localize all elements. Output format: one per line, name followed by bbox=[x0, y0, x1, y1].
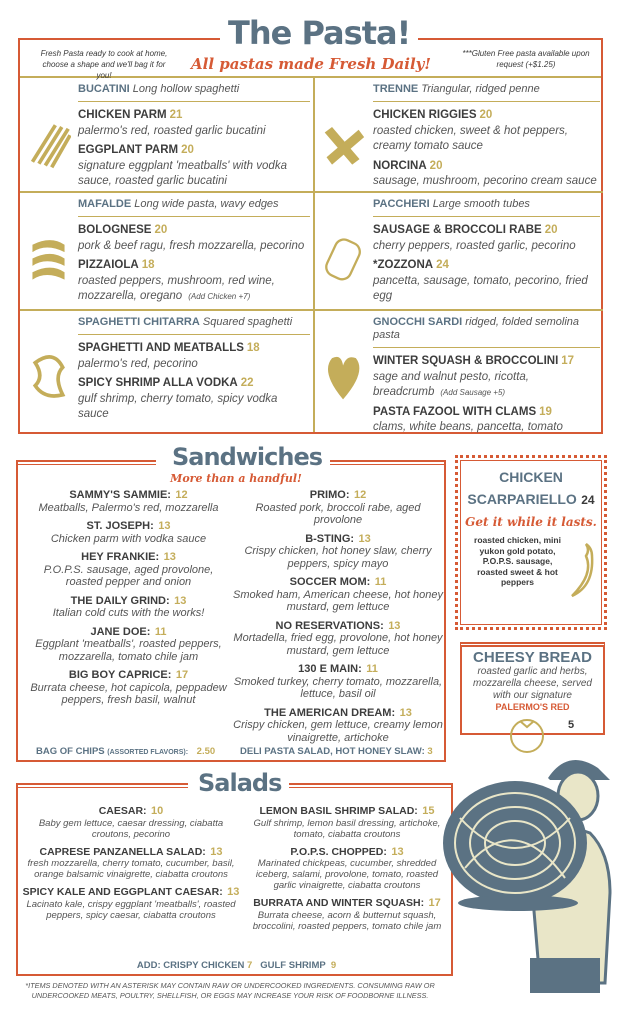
pasta-grid bbox=[20, 78, 601, 432]
menu-item bbox=[231, 532, 445, 571]
pasta-shape-header bbox=[78, 198, 310, 217]
salads-title: Salads bbox=[190, 768, 289, 798]
dish-addon: (Add Chicken +7) bbox=[188, 292, 251, 301]
salads-left-column bbox=[22, 804, 240, 926]
dish-price: 19 bbox=[539, 405, 552, 418]
menu-item bbox=[231, 575, 445, 614]
dish-name: PIZZAIOLA bbox=[78, 259, 139, 271]
item-price: 11 bbox=[374, 576, 387, 588]
fresh-pasta-note: Fresh Pasta ready to cook at home, choose a shape and we'll bag it for you! bbox=[40, 49, 168, 80]
pasta-shape-description: Large smooth tubes bbox=[432, 198, 530, 210]
menu-item bbox=[26, 550, 231, 589]
sides-price: 3 bbox=[427, 746, 433, 757]
paccheri-icon bbox=[321, 231, 366, 286]
dish-description: clams, white beans, pancetta, tomato bbox=[373, 421, 563, 433]
item-name: PRIMO: bbox=[309, 489, 350, 501]
item-name: SOCCER MOM: bbox=[289, 576, 371, 588]
item-description: Baby gem lettuce, caesar dressing, ciabatta croutons, pecorino bbox=[38, 817, 224, 840]
item-name: LEMON BASIL SHRIMP SALAD: bbox=[259, 805, 418, 817]
special-title-line2: SCARPARIELLO bbox=[467, 491, 577, 507]
pasta-cell-mafalde bbox=[20, 193, 315, 311]
chitarra-icon bbox=[26, 349, 71, 404]
salads-right-column bbox=[244, 804, 450, 937]
chips-note: (ASSORTED FLAVORS): bbox=[107, 749, 189, 756]
menu-item bbox=[244, 845, 450, 892]
pasta-shape-name: SPAGHETTI CHITARRA bbox=[78, 316, 200, 328]
menu-item bbox=[26, 668, 231, 707]
dish-description: pancetta, sausage, tomato, pecorino, fried egg bbox=[373, 274, 588, 302]
menu-item bbox=[22, 885, 240, 921]
cheesy-bread-section bbox=[460, 642, 605, 735]
item-price: 13 bbox=[158, 520, 171, 532]
disclaimer: *ITEMS DENOTED WITH AN ASTERISK MAY CONTAIN RAW OR UNDERCOOKED INGREDIENTS. CONSUMING RAW OR UNDERCOOKED MEATS, POULTRY, SHELLFISH, OR EGGS MAY INCREASE YOUR RISK OF FOODBORNE ILLNESS. bbox=[25, 981, 435, 1000]
sandwiches-right-column bbox=[231, 488, 445, 749]
mafalde-icon bbox=[26, 231, 71, 286]
trenne-icon bbox=[321, 116, 366, 171]
dish-description: signature eggplant 'meatballs' with vodka sauce, roasted garlic bucatini bbox=[78, 159, 287, 187]
menu-item bbox=[373, 107, 600, 154]
add-chicken-price: 7 bbox=[247, 960, 253, 971]
chips-price: 2.50 bbox=[196, 746, 216, 757]
sides-line bbox=[240, 746, 433, 757]
sandwiches-title: Sandwiches bbox=[164, 442, 330, 472]
dish-description: roasted peppers, mushroom, red wine, mozzarella, oregano bbox=[78, 274, 275, 302]
pasta-title: The Pasta! bbox=[220, 14, 418, 52]
item-description: Italian cold cuts with the works! bbox=[52, 607, 205, 619]
item-description: Meatballs, Palermo's red, mozzarella bbox=[38, 501, 219, 514]
dish-name: PASTA FAZOOL WITH CLAMS bbox=[373, 405, 537, 418]
item-price: 13 bbox=[163, 551, 176, 563]
bucatini-icon bbox=[26, 116, 71, 171]
pasta-shape-description: Long wide pasta, wavy edges bbox=[134, 198, 279, 210]
item-description: Burrata cheese, hot capicola, peppadew peppers, fresh basil, walnut bbox=[30, 681, 227, 706]
item-price: 11 bbox=[366, 663, 378, 675]
menu-item bbox=[22, 804, 240, 840]
item-price: 12 bbox=[353, 489, 367, 501]
menu-item bbox=[373, 353, 600, 400]
item-price: 13 bbox=[227, 886, 240, 898]
item-name: BIG BOY CAPRICE: bbox=[68, 669, 172, 681]
chef-carrying-pasta-illustration bbox=[430, 738, 620, 1000]
pasta-shape-description: Squared spaghetti bbox=[202, 316, 293, 328]
item-price: 13 bbox=[210, 845, 223, 858]
pasta-shape-header bbox=[373, 316, 600, 348]
item-description: Chicken parm with vodka sauce bbox=[50, 532, 207, 545]
menu-item bbox=[373, 404, 600, 435]
item-description: Smoked ham, American cheese, hot honey mustard, gem lettuce bbox=[233, 588, 443, 613]
dish-name: SPICY SHRIMP ALLA VODKA bbox=[78, 377, 238, 389]
item-name: CAPRESE PANZANELLA SALAD: bbox=[39, 845, 206, 858]
pasta-shape-name: PACCHERI bbox=[373, 198, 430, 210]
pasta-shape-name: GNOCCHI SARDI bbox=[373, 316, 463, 328]
item-name: NO RESERVATIONS: bbox=[275, 619, 384, 632]
item-price: 11 bbox=[154, 625, 167, 638]
pasta-shape-description: ridged, folded semolina pasta bbox=[373, 316, 580, 341]
item-price: 15 bbox=[422, 805, 435, 817]
chicken-scarpariello-special bbox=[455, 455, 607, 630]
special-title-line1: CHICKEN bbox=[499, 469, 563, 485]
menu-item bbox=[78, 257, 310, 304]
cheesy-bread-description: roasted garlic and herbs, mozzarella cheese, served with our signature bbox=[473, 666, 592, 701]
item-price: 13 bbox=[174, 594, 187, 607]
item-price: 17 bbox=[428, 897, 441, 909]
dish-price: 18 bbox=[141, 259, 155, 271]
dish-description: palermo's red, pecorino bbox=[78, 357, 198, 370]
salad-addons bbox=[18, 960, 455, 971]
dish-price: 20 bbox=[479, 109, 493, 121]
dish-price: 20 bbox=[181, 144, 194, 156]
sandwiches-section bbox=[16, 462, 446, 762]
menu-item bbox=[26, 519, 231, 545]
item-name: SPICY KALE AND EGGPLANT CAESAR: bbox=[22, 886, 223, 898]
pasta-shape-header bbox=[78, 316, 310, 335]
pasta-shape-name: TRENNE bbox=[373, 83, 419, 95]
dish-description: sausage, mushroom, pecorino cream sauce bbox=[373, 175, 597, 187]
item-description: Marinated chickpeas, cucumber, shredded iceberg, salami, provolone, tomato, roasted garlic vinaigrette, ciabatta croutons bbox=[255, 858, 439, 891]
item-name: THE AMERICAN DREAM: bbox=[264, 706, 396, 719]
dish-price: 21 bbox=[169, 109, 183, 121]
chips-line bbox=[36, 746, 215, 757]
special-tagline: Get it while it lasts. bbox=[465, 515, 597, 529]
pasta-cell-trenne bbox=[315, 78, 603, 193]
item-description: Smoked turkey, cherry tomato, mozzarella, lettuce, basil oil bbox=[233, 675, 443, 700]
item-name: B-STING: bbox=[305, 532, 355, 545]
dish-description: sage and walnut pesto, ricotta, breadcrumb bbox=[373, 370, 529, 398]
cheesy-bread-title: CHEESY BREAD bbox=[473, 649, 592, 666]
item-description: Burrata cheese, acorn & butternut squash, broccolini, roasted peppers, tomato chile jam bbox=[252, 909, 442, 932]
pasta-shape-header bbox=[373, 198, 600, 217]
item-description: Crispy chicken, hot honey slaw, cherry peppers, spicy mayo bbox=[244, 545, 432, 570]
item-name: ST. JOSEPH: bbox=[86, 520, 154, 532]
dish-name: BOLOGNESE bbox=[78, 224, 152, 236]
menu-item bbox=[26, 625, 231, 664]
dish-price: 20 bbox=[544, 224, 558, 236]
pasta-cell-paccheri bbox=[315, 193, 603, 311]
menu-item bbox=[373, 222, 600, 253]
item-name: 130 E MAIN: bbox=[298, 663, 362, 675]
menu-item bbox=[373, 257, 600, 304]
menu-item bbox=[231, 662, 445, 701]
add-shrimp-price: 9 bbox=[330, 960, 337, 971]
dish-description: palermo's red, roasted garlic bucatini bbox=[78, 124, 266, 137]
menu-item bbox=[78, 142, 310, 189]
dish-name: SPAGHETTI AND MEATBALLS bbox=[78, 342, 244, 354]
item-name: THE DAILY GRIND: bbox=[70, 594, 170, 607]
item-description: P.O.P.S. sausage, aged provolone, roasted pepper and onion bbox=[43, 563, 214, 588]
dish-price: 17 bbox=[561, 355, 575, 367]
dish-name: CHICKEN PARM bbox=[78, 109, 167, 121]
menu-item bbox=[78, 375, 310, 422]
palermos-red-label: PALERMO'S RED bbox=[495, 702, 570, 712]
sandwiches-tagline: More than a handful! bbox=[170, 472, 302, 485]
item-price: 13 bbox=[391, 845, 404, 858]
dish-name: NORCINA bbox=[373, 159, 427, 172]
gluten-free-note: ***Gluten Free pasta available upon request (+$1.25) bbox=[462, 49, 590, 69]
menu-item bbox=[244, 804, 450, 840]
item-name: CAESAR: bbox=[98, 805, 147, 817]
dish-description: cherry peppers, roasted garlic, pecorino bbox=[373, 239, 576, 252]
item-price: 13 bbox=[399, 706, 412, 719]
menu-item bbox=[231, 619, 445, 658]
pasta-section bbox=[18, 38, 603, 434]
menu-item bbox=[26, 594, 231, 620]
menu-item bbox=[231, 706, 445, 745]
menu-item bbox=[373, 158, 600, 189]
pasta-shape-header bbox=[78, 83, 310, 102]
item-description: Mortadella, fried egg, provolone, hot honey mustard, gem lettuce bbox=[233, 632, 443, 657]
dish-name: *ZOZZONA bbox=[373, 259, 434, 271]
gnocchi-icon bbox=[321, 349, 366, 404]
pasta-cell-gnocchi-sardi bbox=[315, 311, 603, 432]
dish-price: 20 bbox=[429, 159, 443, 172]
menu-item bbox=[78, 222, 310, 253]
menu-item bbox=[22, 845, 240, 881]
pasta-tagline: All pastas made Fresh Daily! bbox=[191, 55, 431, 73]
add-shrimp-label: GULF SHRIMP bbox=[260, 960, 326, 971]
item-name: P.O.P.S. CHOPPED: bbox=[290, 845, 387, 858]
pasta-shape-name: BUCATINI bbox=[78, 83, 130, 95]
item-name: JANE DOE: bbox=[90, 625, 151, 638]
add-chicken-label: ADD: CRISPY CHICKEN bbox=[136, 960, 245, 971]
item-price: 10 bbox=[151, 805, 164, 817]
item-name: SAMMY'S SAMMIE: bbox=[69, 489, 171, 501]
item-price: 12 bbox=[175, 489, 188, 501]
chili-pepper-icon bbox=[568, 540, 598, 600]
item-price: 13 bbox=[358, 532, 371, 545]
dish-name: CHICKEN RIGGIES bbox=[373, 109, 477, 121]
dish-description: pork & beef ragu, fresh mozzarella, pecorino bbox=[78, 239, 305, 252]
special-price: 24 bbox=[581, 493, 595, 507]
item-description: Lacinato kale, crispy eggplant 'meatballs', roasted peppers, spicy caesar, ciabatta croutons bbox=[26, 898, 236, 921]
dish-description: gulf shrimp, cherry tomato, spicy vodka sauce bbox=[78, 392, 278, 420]
item-description: Crispy chicken, gem lettuce, creamy lemon vinaigrette, artichoke bbox=[233, 719, 443, 744]
item-description: Roasted pork, broccoli rabe, aged provolone bbox=[255, 501, 421, 526]
dish-name: SAUSAGE & BROCCOLI RABE bbox=[373, 224, 542, 236]
dish-price: 24 bbox=[436, 259, 449, 271]
dish-price: 20 bbox=[154, 224, 168, 236]
dish-description: roasted chicken, sweet & hot peppers, creamy tomato sauce bbox=[373, 124, 568, 152]
pasta-shape-description: Triangular, ridged penne bbox=[421, 83, 540, 95]
sandwiches-left-column bbox=[26, 488, 231, 712]
menu-item bbox=[26, 488, 231, 514]
item-price: 17 bbox=[175, 669, 189, 681]
dish-price: 22 bbox=[240, 377, 254, 389]
dish-name: EGGPLANT PARM bbox=[78, 144, 179, 156]
pasta-shape-header bbox=[373, 83, 600, 102]
menu-item bbox=[244, 896, 450, 932]
sides-label: DELI PASTA SALAD, HOT HONEY SLAW: bbox=[240, 746, 425, 757]
dish-addon: (Add Sausage +5) bbox=[440, 388, 506, 397]
item-description: fresh mozzarella, cherry tomato, cucumber, basil, orange balsamic vinaigrette, ciabatta croutons bbox=[27, 858, 235, 880]
menu-item bbox=[231, 488, 445, 527]
item-description: Gulf shrimp, lemon basil dressing, artichoke, tomato, ciabatta croutons bbox=[253, 817, 441, 840]
item-price: 13 bbox=[388, 619, 401, 632]
dish-price: 18 bbox=[246, 342, 260, 354]
menu-item bbox=[78, 340, 310, 371]
chips-label: BAG OF CHIPS bbox=[36, 746, 105, 757]
item-name: HEY FRANKIE: bbox=[81, 551, 160, 563]
salads-section bbox=[16, 784, 453, 976]
cheesy-bread-price: 5 bbox=[568, 719, 575, 731]
special-description: roasted chicken, mini yukon gold potato, P.O.P.S. sausage, roasted sweet & hot peppers bbox=[474, 535, 561, 587]
item-description: Eggplant 'meatballs', roasted peppers, mozzarella, tomato chile jam bbox=[35, 638, 222, 663]
dish-name: WINTER SQUASH & BROCCOLINI bbox=[373, 355, 559, 367]
item-name: BURRATA AND WINTER SQUASH: bbox=[253, 897, 425, 909]
pasta-shape-description: Long hollow spaghetti bbox=[132, 83, 240, 95]
pasta-shape-name: MAFALDE bbox=[78, 198, 132, 210]
pasta-cell-spaghetti-chitarra bbox=[20, 311, 315, 432]
menu-item bbox=[78, 107, 310, 138]
pasta-cell-bucatini bbox=[20, 78, 315, 193]
